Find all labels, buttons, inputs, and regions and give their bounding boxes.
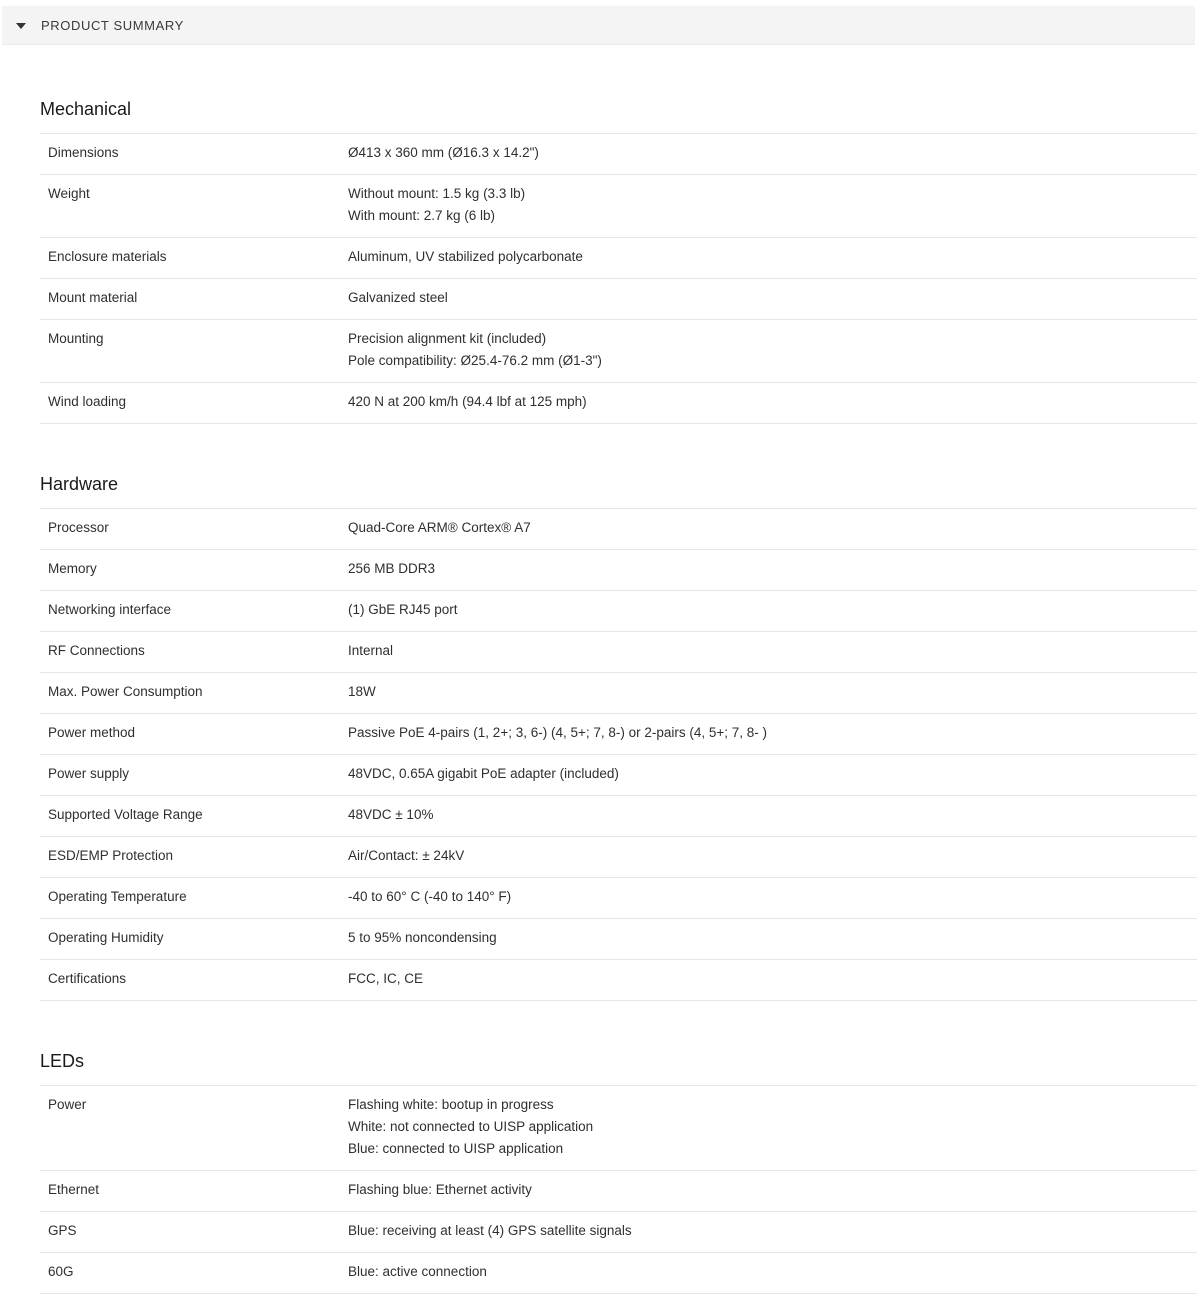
spec-label: Weight xyxy=(48,186,90,201)
spec-table xyxy=(40,1085,1197,1294)
spec-value-line: White: not connected to UISP application xyxy=(348,1119,594,1134)
spec-value-line: 18W xyxy=(348,684,376,699)
spec-row xyxy=(40,383,1197,424)
spec-label: Power xyxy=(48,1097,87,1112)
spec-value xyxy=(348,328,1197,372)
spec-value-line: Blue: active connection xyxy=(348,1264,487,1279)
spec-value-line: Flashing blue: Ethernet activity xyxy=(348,1182,532,1197)
spec-row xyxy=(40,960,1197,1001)
spec-value-line: Quad-Core ARM® Cortex® A7 xyxy=(348,520,531,535)
spec-value-line: 256 MB DDR3 xyxy=(348,561,436,576)
caret-down-icon xyxy=(16,23,26,29)
spec-value-line: Flashing white: bootup in progress xyxy=(348,1097,554,1112)
spec-value xyxy=(348,763,1197,785)
spec-label: 60G xyxy=(48,1264,74,1279)
spec-value xyxy=(348,558,1197,580)
spec-row xyxy=(40,632,1197,673)
spec-label: Supported Voltage Range xyxy=(48,807,203,822)
spec-value xyxy=(348,722,1197,744)
spec-section-leds xyxy=(40,1047,1197,1294)
spec-value-line: Ø413 x 360 mm (Ø16.3 x 14.2") xyxy=(348,145,539,160)
spec-value xyxy=(348,246,1197,268)
spec-table xyxy=(40,508,1197,1001)
spec-row xyxy=(40,175,1197,238)
spec-value xyxy=(348,183,1197,227)
spec-row xyxy=(40,755,1197,796)
spec-label: Power method xyxy=(48,725,136,740)
spec-section-mechanical xyxy=(40,95,1197,424)
spec-label: RF Connections xyxy=(48,643,145,658)
spec-value xyxy=(348,1179,1197,1201)
spec-value xyxy=(348,927,1197,949)
product-summary-toggle[interactable] xyxy=(2,6,1195,45)
spec-label: GPS xyxy=(48,1223,77,1238)
spec-label: Operating Temperature xyxy=(48,889,187,904)
spec-row xyxy=(40,837,1197,878)
spec-value-line: 48VDC, 0.65A gigabit PoE adapter (included) xyxy=(348,766,619,781)
spec-row xyxy=(40,1212,1197,1253)
spec-label: Mount material xyxy=(48,290,138,305)
spec-row xyxy=(40,796,1197,837)
spec-row xyxy=(40,1086,1197,1171)
spec-value xyxy=(348,886,1197,908)
spec-value xyxy=(348,845,1197,867)
spec-value xyxy=(348,599,1197,621)
spec-value xyxy=(348,1094,1197,1160)
spec-label: Max. Power Consumption xyxy=(48,684,203,699)
spec-value xyxy=(348,1220,1197,1242)
spec-value-line: Aluminum, UV stabilized polycarbonate xyxy=(348,249,583,264)
spec-value-line: FCC, IC, CE xyxy=(348,971,424,986)
spec-row xyxy=(40,878,1197,919)
spec-value-line: Blue: receiving at least (4) GPS satellite signals xyxy=(348,1223,632,1238)
spec-row xyxy=(40,279,1197,320)
spec-value xyxy=(348,804,1197,826)
spec-value-line: Air/Contact: ± 24kV xyxy=(348,848,465,863)
spec-value-line: Pole compatibility: Ø25.4-76.2 mm (Ø1-3") xyxy=(348,353,602,368)
spec-row xyxy=(40,919,1197,960)
spec-value-line: Blue: connected to UISP application xyxy=(348,1141,564,1156)
spec-value-line: With mount: 2.7 kg (6 lb) xyxy=(348,208,496,223)
spec-label: Memory xyxy=(48,561,97,576)
spec-label: Wind loading xyxy=(48,394,127,409)
spec-row xyxy=(40,591,1197,632)
spec-value-line: Galvanized steel xyxy=(348,290,448,305)
section-title: LEDs xyxy=(40,1051,85,1071)
spec-value xyxy=(348,1261,1197,1283)
section-spacer xyxy=(40,1001,1197,1047)
spec-value-line: (1) GbE RJ45 port xyxy=(348,602,458,617)
spec-row xyxy=(40,134,1197,175)
spec-label: Power supply xyxy=(48,766,130,781)
spec-label: Networking interface xyxy=(48,602,172,617)
spec-value xyxy=(348,640,1197,662)
spec-value xyxy=(348,968,1197,990)
spec-row xyxy=(40,238,1197,279)
spec-value xyxy=(348,517,1197,539)
spec-value xyxy=(348,287,1197,309)
spec-row xyxy=(40,1171,1197,1212)
spec-row xyxy=(40,714,1197,755)
product-summary-label: PRODUCT SUMMARY xyxy=(41,17,184,33)
spec-table xyxy=(40,133,1197,424)
spec-row xyxy=(40,673,1197,714)
spec-value-line: -40 to 60° C (-40 to 140° F) xyxy=(348,889,512,904)
spec-value-line: 5 to 95% noncondensing xyxy=(348,930,497,945)
spec-content xyxy=(40,95,1197,1294)
section-spacer xyxy=(40,424,1197,470)
spec-label: Dimensions xyxy=(48,145,119,160)
spec-row xyxy=(40,509,1197,550)
spec-label: Mounting xyxy=(48,331,104,346)
spec-label: Operating Humidity xyxy=(48,930,164,945)
spec-row xyxy=(40,1253,1197,1294)
spec-value-line: Internal xyxy=(348,643,394,658)
spec-value-line: 48VDC ± 10% xyxy=(348,807,434,822)
spec-label: Ethernet xyxy=(48,1182,100,1197)
spec-row xyxy=(40,550,1197,591)
spec-label: Enclosure materials xyxy=(48,249,167,264)
spec-label: ESD/EMP Protection xyxy=(48,848,174,863)
spec-value xyxy=(348,391,1197,413)
spec-value xyxy=(348,681,1197,703)
spec-row xyxy=(40,320,1197,383)
spec-value-line: Precision alignment kit (included) xyxy=(348,331,547,346)
spec-value-line: 420 N at 200 km/h (94.4 lbf at 125 mph) xyxy=(348,394,587,409)
spec-value xyxy=(348,142,1197,164)
spec-label: Processor xyxy=(48,520,109,535)
section-title: Mechanical xyxy=(40,99,132,119)
spec-label: Certifications xyxy=(48,971,127,986)
spec-value-line: Passive PoE 4-pairs (1, 2+; 3, 6-) (4, 5+; 7, 8-) or 2-pairs (4, 5+; 7, 8- ) xyxy=(348,725,768,740)
spec-section-hardware xyxy=(40,470,1197,1001)
section-title: Hardware xyxy=(40,474,119,494)
spec-value-line: Without mount: 1.5 kg (3.3 lb) xyxy=(348,186,526,201)
